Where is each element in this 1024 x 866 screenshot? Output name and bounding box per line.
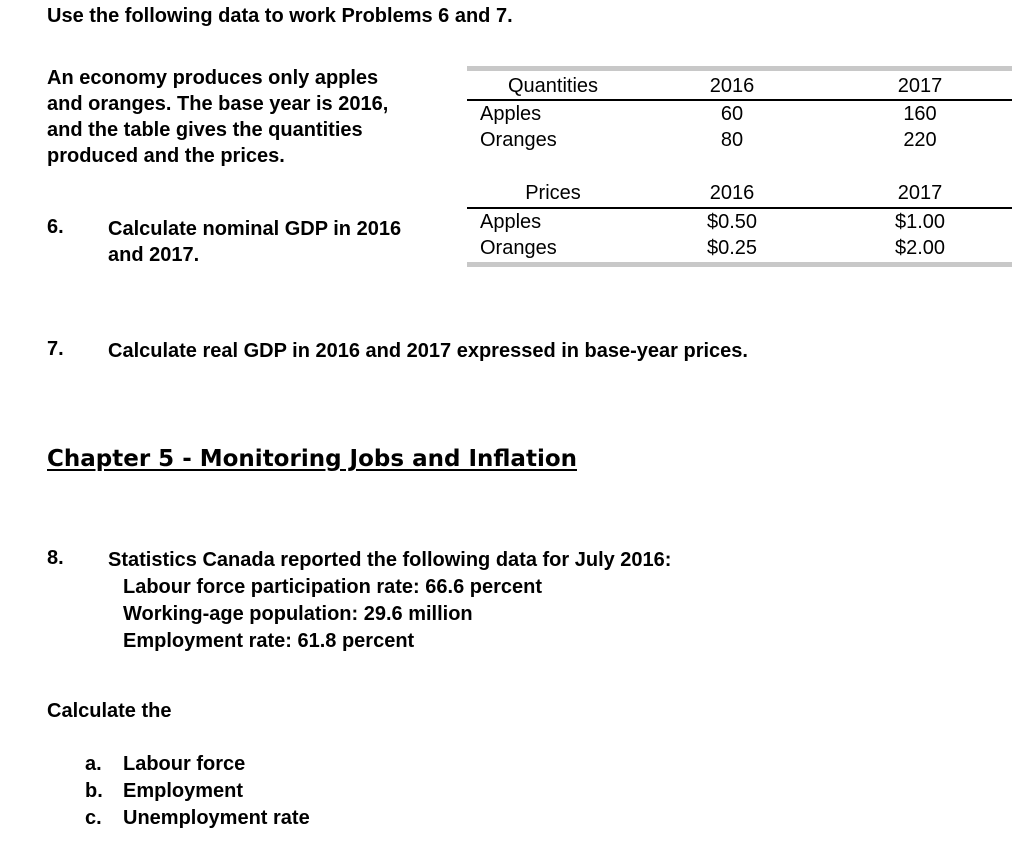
table-cell: 80	[720, 129, 744, 151]
problem-6-line: and 2017.	[108, 244, 200, 266]
list-item-text: Unemployment rate	[123, 807, 310, 829]
list-item-text: Labour force	[123, 753, 246, 775]
problem-6-number: 6.	[47, 216, 64, 238]
intro-line: An economy produces only apples	[47, 67, 379, 89]
quantities-year-2017: 2017	[897, 75, 943, 97]
problem-7-number: 7.	[47, 338, 64, 360]
table-cell: 160	[903, 103, 937, 125]
table-cell: 220	[903, 129, 937, 151]
list-item	[85, 805, 310, 832]
problem-8-data-line: Labour force participation rate: 66.6 percent	[123, 576, 542, 598]
prices-year-2017: 2017	[897, 182, 943, 204]
calculate-label: Calculate the	[47, 700, 172, 722]
chapter-title: Chapter 5 - Monitoring Jobs and Inflation	[47, 446, 577, 472]
list-item-letter: c.	[85, 807, 102, 829]
data-table	[467, 66, 1012, 266]
prices-year-2016: 2016	[709, 182, 755, 204]
table-cell: $0.25	[706, 237, 758, 259]
problem-8-data-line: Employment rate: 61.8 percent	[123, 630, 415, 652]
prices-header: Prices	[525, 182, 581, 204]
problem-6-line: Calculate nominal GDP in 2016	[108, 218, 402, 240]
problem-8-sublist	[85, 751, 310, 832]
table-row-label: Oranges	[480, 237, 557, 259]
quantities-header: Quantities	[507, 75, 599, 97]
table-cell: $1.00	[894, 211, 946, 233]
problem-6-text	[108, 216, 401, 268]
problem-8-number: 8.	[47, 547, 64, 569]
section-heading: Use the following data to work Problems 6 and 7.	[47, 5, 513, 27]
table-cell: 60	[720, 103, 744, 125]
table-cell: $2.00	[894, 237, 946, 259]
problem-8-data-line: Working-age population: 29.6 million	[123, 603, 473, 625]
list-item-text: Employment	[123, 780, 244, 802]
list-item	[85, 778, 310, 805]
intro-line: and the table gives the quantities	[47, 119, 363, 141]
quantities-year-2016: 2016	[709, 75, 755, 97]
table-bottom-rule	[467, 262, 1012, 267]
intro-line: and oranges. The base year is 2016,	[47, 93, 389, 115]
table-top-rule	[467, 66, 1012, 71]
list-item-letter: b.	[85, 780, 103, 802]
intro-line: produced and the prices.	[47, 145, 285, 167]
list-item-letter: a.	[85, 753, 102, 775]
intro-paragraph	[47, 65, 467, 169]
table-row-label: Apples	[480, 103, 542, 125]
table-row-label: Oranges	[480, 129, 557, 151]
table-cell: $0.50	[706, 211, 758, 233]
list-item	[85, 751, 310, 778]
table-row-label: Apples	[480, 211, 542, 233]
problem-7-text: Calculate real GDP in 2016 and 2017 expressed in base-year prices.	[108, 340, 748, 362]
problem-8-lead: Statistics Canada reported the following data for July 2016:	[108, 549, 672, 571]
problem-8-data	[123, 574, 542, 655]
